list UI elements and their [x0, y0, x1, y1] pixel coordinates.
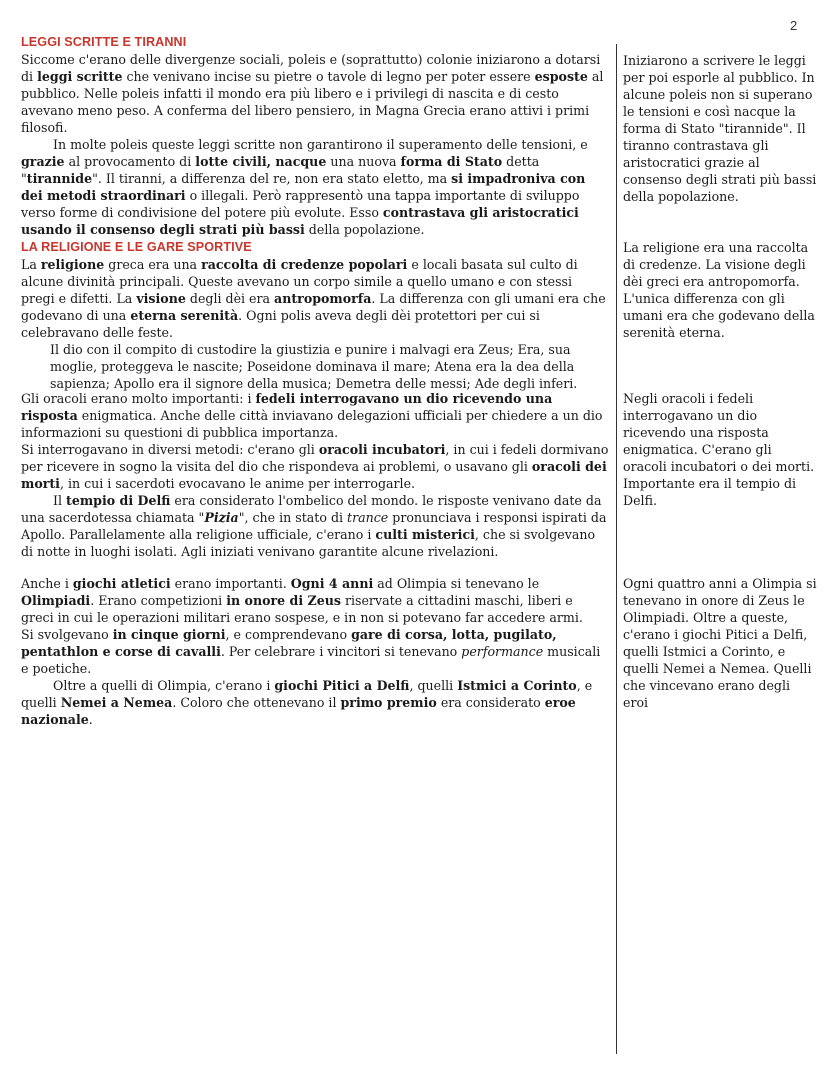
section-religione — [21, 239, 609, 392]
summary-note: Ogni quattro anni a Olimpia si tenevano in onore di Zeus le Olimpiadi. Oltre a queste, c'erano i giochi Pitici a Delfi, quelli Istmici a Corinto, e quelli Nemei a Nemea. Quelli che vincevano erano degli eroi — [623, 576, 817, 710]
paragraph: Gli oracoli erano molto importanti: i fedeli interrogavano un dio ricevendo una risposta enigmatica. Anche delle città inviavano delegazioni ufficiali per chiedere a un dio informazioni su questioni di pubblica importanza. — [21, 391, 603, 440]
section-heading: LEGGI SCRITTE E TIRANNI — [21, 35, 187, 49]
paragraph: Si svolgevano in cinque giorni, e comprendevano gare di corsa, lotta, pugilato, pentathlon e corse di cavalli. Per celebrare i vincitori si tenevano performance musicali e poetiche. — [21, 627, 601, 676]
summary-note: Iniziarono a scrivere le leggi per poi esporle al pubblico. In alcune poleis non si superano le tensioni e così nacque la forma di Stato "tirannide". Il tiranno contrastava gli aristocratici grazie al consenso degli strati più bassi della popolazione. — [623, 53, 817, 204]
gods-list: Il dio con il compito di custodire la giustizia e punire i malvagi era Zeus; Era, sua moglie, proteggeva le nascite; Poseidone dominava il mare; Atena era la dea della sapienza; Apollo era il signore della musica; Demetra delle messi; Ade degli inferi. — [50, 342, 578, 391]
summary-note: La religione era una raccolta di credenze. La visione degli dèi greci era antropomorfa. L'unica differenza con gli umani era che godevano della serenità eterna. — [623, 240, 815, 340]
paragraph: Si interrogavano in diversi metodi: c'erano gli oracoli incubatori, in cui i fedeli dormivano per ricevere in sogno la visita del dio che rispondeva ai problemi, o usavano gli oracoli dei morti, in cui i sacerdoti evocavano le anime per interrogarle. — [21, 442, 609, 491]
paragraph: Oltre a quelli di Olimpia, c'erano i giochi Pitici a Delfi, quelli Istmici a Corinto, e quelli Nemei a Nemea. Coloro che ottenevano il primo premio era considerato eroe nazionale. — [21, 678, 593, 727]
paragraph: La religione greca era una raccolta di credenze popolari e locali basata sul culto di alcune divinità principali. Queste avevano un corpo simile a quello umano e con stessi pregi e difetti. La visione degli dèi era antropomorfa. La differenza con gli umani era che godevano di una eterna serenità. Ogni polis aveva degli dèi protettori per cui si celebravano delle feste. — [21, 257, 606, 340]
paragraph: Anche i giochi atletici erano importanti. Ogni 4 anni ad Olimpia si tenevano le Olimpiadi. Erano competizioni in onore di Zeus riservate a cittadini maschi, liberi e greci in cui le operazioni militari erano sospese, e in non si potevano far accedere armi. — [21, 576, 583, 625]
paragraph: In molte poleis queste leggi scritte non garantirono il superamento delle tensioni, e grazie al provocamento di lotte civili, nacque una nuova forma di Stato detta "tirannide". Il tiranni, a differenza del re, non era stato eletto, ma si impadroniva con dei metodi straordinari o illegali. Però rappresentò una tappa importante di sviluppo verso forme di condivisione del potere più evolute. Esso contrastava gli aristocratici usando il consenso degli strati più bassi della popolazione. — [21, 137, 588, 237]
summary-note: Negli oracoli i fedeli interrogavano un dio ricevendo una risposta enigmatica. C'erano gli oracoli incubatori o dei morti. Importante era il tempio di Delfi. — [623, 391, 815, 508]
column-divider — [616, 44, 617, 1054]
paragraph: Il tempio di Delfi era considerato l'ombelico del mondo. le risposte venivano date da una sacerdotessa chiamata "Pizia", che in stato di trance pronunciava i responsi ispirati da Apollo. Parallelamente alla religione ufficiale, c'erano i culti misterici, che si svolgevano di notte in luoghi isolati. Agli iniziati venivano garantite alcune rivelazioni. — [21, 493, 607, 559]
section-leggi-scritte — [21, 34, 609, 238]
section-heading: LA RELIGIONE E LE GARE SPORTIVE — [21, 240, 252, 254]
page-number: 2 — [790, 18, 798, 33]
paragraph: Siccome c'erano delle divergenze sociali, poleis e (soprattutto) colonie iniziarono a dotarsi di leggi scritte che venivano incise su pietre o tavole di legno per poter essere esposte al pubblico. Nelle poleis infatti il mondo era più libero e i privilegi di nascita e di cesto avevano meno peso. A conferma del libero pensiero, in Magna Grecia erano attivi i primi filosofi. — [21, 52, 604, 135]
section-oracoli — [21, 390, 609, 560]
section-giochi — [21, 575, 609, 728]
